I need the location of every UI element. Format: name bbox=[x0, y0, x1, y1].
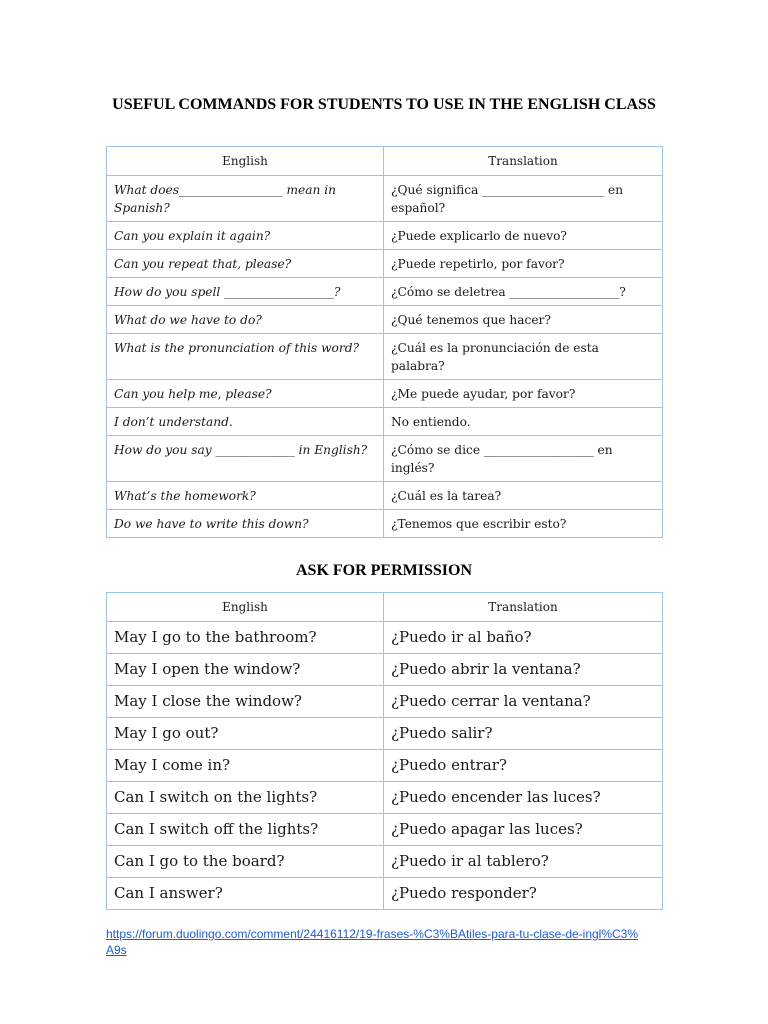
cell-english: What is the pronunciation of this word? bbox=[107, 334, 384, 380]
cell-translation: ¿Qué tenemos que hacer? bbox=[384, 306, 663, 334]
permission-table bbox=[106, 592, 663, 910]
cell-translation: ¿Puedo ir al tablero? bbox=[384, 846, 663, 878]
table-row bbox=[107, 878, 663, 910]
cell-english: May I go to the bathroom? bbox=[107, 622, 384, 654]
cell-translation: ¿Puede explicarlo de nuevo? bbox=[384, 222, 663, 250]
cell-translation: ¿Puedo salir? bbox=[384, 718, 663, 750]
table-row bbox=[107, 814, 663, 846]
table-row bbox=[107, 654, 663, 686]
table-row bbox=[107, 510, 663, 538]
table-header-row bbox=[107, 147, 663, 176]
cell-english: What’s the homework? bbox=[107, 482, 384, 510]
cell-translation: ¿Cómo se deletrea __________________? bbox=[384, 278, 663, 306]
table-row bbox=[107, 278, 663, 306]
cell-translation: ¿Me puede ayudar, por favor? bbox=[384, 380, 663, 408]
cell-english: May I close the window? bbox=[107, 686, 384, 718]
table-row bbox=[107, 176, 663, 222]
cell-english: What does_________________ mean in Spanish? bbox=[107, 176, 384, 222]
table-row bbox=[107, 408, 663, 436]
cell-english: May I open the window? bbox=[107, 654, 384, 686]
cell-translation: ¿Cuál es la tarea? bbox=[384, 482, 663, 510]
table-row bbox=[107, 482, 663, 510]
cell-english: What do we have to do? bbox=[107, 306, 384, 334]
table-row bbox=[107, 250, 663, 278]
column-header-english: English bbox=[107, 147, 384, 176]
cell-translation: ¿Puede repetirlo, por favor? bbox=[384, 250, 663, 278]
table-row bbox=[107, 846, 663, 878]
cell-english: How do you spell __________________? bbox=[107, 278, 384, 306]
cell-translation: ¿Puedo entrar? bbox=[384, 750, 663, 782]
commands-table bbox=[106, 146, 663, 538]
cell-english: Can you repeat that, please? bbox=[107, 250, 384, 278]
cell-translation: ¿Puedo abrir la ventana? bbox=[384, 654, 663, 686]
permission-title: ASK FOR PERMISSION bbox=[295, 562, 473, 579]
cell-english: May I come in? bbox=[107, 750, 384, 782]
cell-english: Can I switch off the lights? bbox=[107, 814, 384, 846]
page-title: USEFUL COMMANDS FOR STUDENTS TO USE IN THE ENGLISH CLASS bbox=[112, 96, 656, 113]
cell-english: May I go out? bbox=[107, 718, 384, 750]
cell-translation: ¿Puedo apagar las luces? bbox=[384, 814, 663, 846]
table-row bbox=[107, 622, 663, 654]
cell-translation: ¿Tenemos que escribir esto? bbox=[384, 510, 663, 538]
cell-english: How do you say _____________ in English? bbox=[107, 436, 384, 482]
table-row bbox=[107, 686, 663, 718]
cell-translation: ¿Cómo se dice __________________ en inglés? bbox=[384, 436, 663, 482]
table-row bbox=[107, 436, 663, 482]
table-row bbox=[107, 222, 663, 250]
cell-translation: ¿Puedo encender las luces? bbox=[384, 782, 663, 814]
cell-translation: ¿Puedo responder? bbox=[384, 878, 663, 910]
table-row bbox=[107, 750, 663, 782]
cell-english: Can I answer? bbox=[107, 878, 384, 910]
cell-translation: ¿Cuál es la pronunciación de esta palabra? bbox=[384, 334, 663, 380]
column-header-translation: Translation bbox=[384, 147, 663, 176]
table-row bbox=[107, 380, 663, 408]
table-header-row bbox=[107, 593, 663, 622]
table-row bbox=[107, 782, 663, 814]
cell-english: Can I go to the board? bbox=[107, 846, 384, 878]
table-row bbox=[107, 306, 663, 334]
cell-translation: ¿Puedo ir al baño? bbox=[384, 622, 663, 654]
cell-english: Can I switch on the lights? bbox=[107, 782, 384, 814]
cell-translation: ¿Qué significa ____________________ en español? bbox=[384, 176, 663, 222]
cell-translation: No entiendo. bbox=[384, 408, 663, 436]
column-header-translation: Translation bbox=[384, 593, 663, 622]
column-header-english: English bbox=[107, 593, 384, 622]
cell-english: I don’t understand. bbox=[107, 408, 384, 436]
cell-translation: ¿Puedo cerrar la ventana? bbox=[384, 686, 663, 718]
source-link[interactable]: https://forum.duolingo.com/comment/24416112/19-frases-%C3%BAtiles-para-tu-clase-de-ingl%C3%A9s bbox=[106, 927, 639, 957]
cell-english: Do we have to write this down? bbox=[107, 510, 384, 538]
table-row bbox=[107, 334, 663, 380]
table-row bbox=[107, 718, 663, 750]
cell-english: Can you help me, please? bbox=[107, 380, 384, 408]
cell-english: Can you explain it again? bbox=[107, 222, 384, 250]
